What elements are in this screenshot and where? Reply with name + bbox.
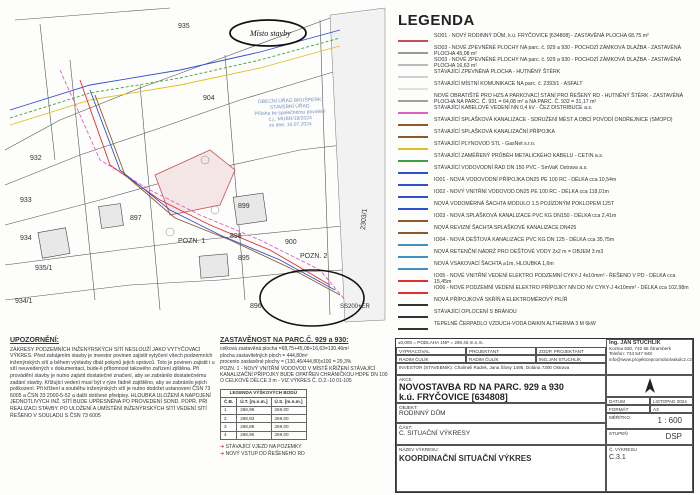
north-arrow-box (606, 375, 693, 397)
coverage-line: POZN. 1 - NOVÝ VNITŘNÍ VODOVOD V MÍSTĚ KŘÍŽENÍ STÁVAJÍCÍ KANALIZAČNÍ PŘÍPOJKY BUDE OPATŘEN CHRÁNIČKOU HDPE DN 100 O CELKOVÉ DÉLCE 3 m - VIZ VÝKRES Č. D.2.-10 01-105 (220, 365, 388, 385)
road-strip (330, 8, 385, 322)
parcel-label: 896 (250, 303, 262, 310)
legend-symbol (398, 131, 428, 138)
legend-item-tc (398, 322, 690, 333)
legend-item-nn (398, 106, 690, 117)
table-title: LEGENDA VÝŠKOVÝCH BODŮ (221, 389, 307, 397)
legend-symbol (398, 155, 428, 162)
legend-symbol (398, 71, 428, 78)
entrance-legend (220, 444, 390, 458)
legend-item-label: SO01 - NOVÝ RODINNÝ DŮM, k.ú. FRYČOVICE [634808] - ZASTAVĚNÁ PLOCHA 68,75 m² (434, 33, 649, 39)
legend-symbol (398, 107, 428, 114)
investor-label: INVESTOR (STAVEBNÍK): (399, 365, 454, 370)
table-header: Ú.S. [m.n.m.] (271, 398, 306, 406)
stamp-line: OBECNÍ ÚŘAD BRUŠPERK (257, 96, 322, 106)
legend-item-label: NOVÁ RETENČNÍ NÁDRŽ PRO DEŠŤOVÉ VODY 2x2 m = OBJEM 3 m3 (434, 249, 604, 255)
stamp-line: Příloha ke společnému povolení (254, 108, 326, 118)
legend-item-label: IO05 - NOVÉ VNITŘNÍ VEDENÍ ELEKTRO PODZEMNÍ CYKY-J 4x10mm² - ŘEŠENO V PD - DÉLKA cca 15,45m (434, 273, 676, 285)
legend-item-io04 (398, 238, 690, 249)
legend-item-label: STÁVAJÍCÍ MÍSTNÍ KOMUNIKACE NA parc. č. 2393/1 - ASFALT (434, 81, 583, 87)
legend-symbol (398, 275, 428, 282)
site-plan-svg (0, 0, 390, 335)
parcel-label: 935 (178, 23, 190, 30)
north-arrow-icon (640, 377, 660, 395)
legend-item-label: SO03 - NOVÉ ZPEVNĚNÉ PLOCHY NA parc. č. 929 a 930 - POCHOZÍ ZÁMKOVÁ DLAŽBA - ZASTAVĚNÁ PLOCHA 16,63 m² (434, 57, 682, 69)
scale-box (606, 413, 693, 429)
scale-value: 1 : 600 (657, 416, 682, 425)
table-row (221, 406, 307, 414)
entrance-new (220, 451, 390, 458)
entrance-existing-label: STÁVAJÍCÍ VJEZD NA POZEMKY (225, 444, 302, 451)
legend-symbol (398, 167, 428, 174)
table-cell: 269,00 (271, 406, 306, 414)
legend-item-label: STÁVAJÍCÍ SPLAŠKOVÁ KANALIZAČNÍ PŘÍPOJKA (434, 129, 555, 135)
legend-item-rs (398, 226, 690, 237)
notes-text: ZÁKRESY PODZEMNÍCH INŽENÝRSKÝCH SÍTÍ NESLOUŽÍ JAKO VYTYČOVACÍ VÝKRES. Před zahájením stavby je investor povinen zajistit vytyčení všech podzemních inženýrských sítí a během výstavby dbát pokynů jejich správců. Toto je povinen zajistit i u sítí neuvedených v dokumentaci, bude-li přítomnost takového zařízení zjištěna. Při provádění stavby je nutno zajistit dostatečné značení, aby se zabránilo dostatečnému zadání stavby. Křižující vedení musí být v rýze řádně zajištěno, aby se zabránilo jejich poškození. Při křížení a souběhu inženýrských sítí je nutno dodržet ustanovení ČSN 73 6005 a ČSN 33 2000-5-52 a další dotčené předpisy. HLOUBKA ULOŽENÍ A NAPOJENÍ JEDNOTLIVÝCH INŽ. SÍTÍ BUDE UPŘESNĚNA PO PROVEDENÍ SOND. POPŘ. PŘI REALIZACI STAVBY. PO ULOŽENÍ A UMÍSTĚNÍ INŽENÝRSKÝCH SÍTÍ VEDENÍ SÍTÍ ŘEŠENO V SOULADU S ČSN 73 6005 (10, 346, 215, 419)
table-cell: 4 (221, 431, 237, 439)
entrance-new-label: NOVÝ VSTUP DO ŘEŠENÉHO RD (225, 451, 305, 458)
legend-item-park (398, 94, 690, 105)
table-cell: 268,93 (237, 415, 271, 423)
role-label: ZODP. PROJEKTANT (536, 347, 606, 355)
legend-item-so03 (398, 46, 690, 57)
legend-item-label: NOVÉ OBRATIŠTĚ PRO HZS A PARKOVACÍ STÁNÍ PRO ŘEŠENÝ RD - HUTNĚNÝ ŠTĚRK - ZASTAVĚNÁ PLOCHA NA PARC. Č. 931 = 64,08 m² a NA PARC. Č. 932 = 31,17 m² (434, 93, 684, 105)
objekt-box (396, 403, 606, 423)
objekt-label: OBJEKT: (399, 405, 418, 410)
role-value: RADIM ČULÍK (466, 355, 536, 363)
table-header: Ú.T. [m.n.m.] (237, 398, 271, 406)
legend-item-io06 (398, 286, 690, 297)
legend-item-label: IO02 - NOVÝ VNITŘNÍ VODOVOD DN25 PE 100 RC - DÉLKA cca 118,01m (434, 189, 609, 195)
drawing-number-value: C.3.1 (609, 454, 626, 462)
akce-box (396, 375, 606, 403)
legend-symbol (398, 203, 428, 210)
stamp-line: ze dne: 10.07.2024 (268, 121, 312, 129)
legend-item-label: STÁVAJÍCÍ ZPEVNĚNÁ PLOCHA - HUTNĚNÝ ŠTĚRK (434, 69, 561, 75)
akce-value: NOVOSTAVBA RD NA PARC. 929 a 930 (399, 382, 564, 393)
legend-symbol (398, 263, 428, 270)
legend-item-label: NOVÁ VODOMĚRNÁ ŠACHTA MODULO 1.5 POJÍZDNÝM POKLOPEM 125T (434, 201, 615, 207)
table-row (221, 423, 307, 431)
stamp-line: STAVEBNÍ ÚŘAD (269, 103, 310, 111)
legend-item-io01 (398, 178, 690, 189)
role-value: ING.JAN STUCHLÍK (536, 355, 606, 363)
stage-box (606, 429, 693, 445)
legend-item-label: IO06 - NOVÉ PODZEMNÍ VEDENÍ ELEKTRO PŘÍPOJKY NN DO NV CYKY-J 4x10mm² - DÉLKA cca 102,98m (434, 285, 689, 291)
datum-value: LISTOPAD 2024 (650, 397, 693, 405)
role-label: PROJEKTANT (466, 347, 536, 355)
vykres-label: NÁZEV VÝKRESU: (399, 447, 439, 452)
legend-title: LEGENDA (398, 12, 475, 29)
legend-symbol (398, 239, 428, 246)
company-box (606, 339, 693, 375)
cast-value: C. SITUAČNÍ VÝKRESY (399, 430, 471, 438)
legend-item-label: NOVÁ VSAKOVACÍ ŠACHTA ⌀1m, HLOUBKA 1,6m (434, 261, 554, 267)
parcel-label: 899 (238, 203, 250, 210)
company-email: info@www.projektcepcomobolvakolcz.cz (609, 356, 692, 362)
legend-item-io02 (398, 190, 690, 201)
vykres-value: KOORDINAČNÍ SITUAČNÍ VÝKRES (399, 454, 532, 464)
legend-item-kabel (398, 154, 690, 165)
drawing-number-box (606, 445, 693, 492)
table-row (221, 431, 307, 439)
legend-item-label: SO03 - NOVÉ ZPEVNĚNÉ PLOCHY NA parc. č. 929 a 930 - POCHOZÍ ZÁMKOVÁ DLAŽBA - ZASTAVĚNÁ PLOCHA 45,08 m² (434, 45, 682, 57)
scale-label: MĚŘÍTKO (609, 415, 630, 420)
table-cell: 1 (221, 406, 237, 414)
table-cell: 3 (221, 423, 237, 431)
legend-item-so03b (398, 58, 690, 69)
legend-item-io05 (398, 274, 690, 285)
parcel-label: 933 (20, 197, 32, 204)
legend-symbol (398, 191, 428, 198)
format-label: FORMÁT (606, 405, 650, 413)
parcel-label: 898 (230, 233, 242, 240)
legend-symbol (398, 35, 428, 42)
coverage-section (220, 338, 390, 493)
legend-symbol (398, 299, 428, 306)
road-label: 2303/1 (360, 208, 369, 231)
table-cell: 269,00 (271, 431, 306, 439)
cast-label: ČÁST: (399, 425, 413, 430)
legend-item-plyn (398, 142, 690, 153)
legend-panel (392, 8, 692, 343)
legend-symbol (398, 323, 428, 330)
coverage-line: plocha zastavitelných ploch = 444,80m² (220, 352, 308, 359)
legend-item-spl (398, 118, 690, 129)
table-cell: 268,96 (237, 431, 271, 439)
parcel-label: 934/1 (15, 298, 33, 305)
legend-item-vod (398, 166, 690, 177)
company-name: Ing. JAN STUCHLÍK (609, 340, 661, 346)
new-house-plot (155, 150, 235, 215)
company-address: Kozina 530, 742 66 Štramberk (609, 346, 672, 352)
drawing-number-label: Č. VÝKRESU (609, 447, 637, 452)
cast-box (396, 423, 606, 445)
legend-item-label: STÁVAJÍCÍ OPLOCENÍ S BRÁNOU (434, 309, 517, 315)
note-label-pozn2: POZN. 2 (300, 253, 328, 260)
parcel-label: 904 (203, 95, 215, 102)
parcel-label: 935/1 (35, 265, 53, 272)
legend-symbol (398, 287, 428, 294)
investor-value: Chalmeli Radek, Jana Šlosy 1495, Dolána 7300 Ostrava (454, 365, 570, 370)
legend-item-label: IO03 - NOVÁ SPLAŠKOVÁ KANALIZACE PVC KG DN150 - DÉLKA cca 2,41m (434, 213, 617, 219)
arrow-icon: ➜ (220, 451, 226, 458)
legend-item-vsach (398, 262, 690, 273)
site-location-label: Místo stavby (250, 29, 291, 38)
legend-symbol (398, 119, 428, 126)
parcel-label: 897 (130, 215, 142, 222)
legend-item-vs (398, 202, 690, 213)
table-cell: 2 (221, 415, 237, 423)
legend-item-label: IO01 - NOVÁ VODOVODNÍ PŘÍPOJKA DN25 PE 100 RC - DÉLKA cca 10,54m (434, 177, 617, 183)
legend-item-zpevn (398, 70, 690, 81)
ku-value: k.ú. FRYČOVICE [634808] (399, 392, 508, 403)
legend-symbol (398, 251, 428, 258)
legend-item-label: STÁVAJÍCÍ ZAMĚŘENÝ PRŮBĚH METALICKÉHO KABELU - CETIN a.s. (434, 153, 604, 159)
vykres-box (396, 445, 606, 492)
coverage-line: procento zastavěné plochy = (130,46/444,80)x100 = 29,3% (220, 359, 352, 366)
table-cell: 269,00 (271, 415, 306, 423)
legend-symbol (398, 179, 428, 186)
datum-level: ±0,000 = PODLAHA 1NP = 269,45 m.n.m. (398, 340, 484, 345)
parcel-label: 900 (285, 239, 297, 246)
company-phone: Telefon: 734 547 948 (609, 351, 652, 357)
table-cell: 268,98 (237, 406, 271, 414)
objekt-value: RODINNÝ DŮM (399, 410, 446, 418)
legend-symbol (398, 227, 428, 234)
legend-item-pripojka (398, 130, 690, 141)
title-block (395, 338, 694, 493)
legend-symbol (398, 47, 428, 54)
height-points-table (220, 389, 307, 440)
legend-symbol (398, 95, 428, 102)
table-cell: 269,00 (271, 423, 306, 431)
legend-item-label: STÁVAJÍCÍ PLYNOVOD STL - GasNet s.r.o. (434, 141, 536, 147)
datum-label: DATUM (606, 397, 650, 405)
investor-box (396, 363, 606, 375)
format-value: A3 (650, 405, 693, 413)
site-plan-map (0, 0, 390, 335)
legend-item-label: IO04 - NOVÁ DEŠŤOVÁ KANALIZACE PVC KG DN 125 - DÉLKA cca 35,75m (434, 237, 615, 243)
stage-label: STUPEŇ (609, 431, 628, 436)
coverage-title: ZASTAVĚNOST NA PARC.Č. 929 a 930: (220, 337, 349, 344)
legend-item-brana (398, 310, 690, 321)
stamp-line: č.j.: MUBR/18/2024 (268, 115, 312, 123)
legend-item-so01 (398, 34, 690, 45)
table-header: Č.B. (221, 398, 237, 406)
legend-symbol (398, 83, 428, 90)
role-label: VYPRACOVAL (396, 347, 466, 355)
stage-value: DSP (665, 432, 682, 441)
table-cell: 268,88 (237, 423, 271, 431)
legend-item-label: NOVÁ PŘÍPOJKOVÁ SKŘÍŇ A ELEKTROMĚROVÝ PILÍŘ (434, 297, 568, 303)
parcel-label: 932 (30, 155, 42, 162)
legend-item-label: TEPELNÉ ČERPADLO VZDUCH-VODA DAIKIN ALTHERMA 3 M 6kW (434, 321, 596, 327)
parcel-label: 895 (238, 255, 250, 262)
legend-item-label: STÁVAJÍCÍ SPLAŠKOVÁ KANALIZACE - SDRUŽENÍ MĚST A OBCÍ POVODÍ ONDŘEJNICE (SMOPO) (434, 117, 673, 123)
legend-symbol (398, 59, 428, 66)
legend-item-label: STÁVAJÍCÍ VODOVODNÍ ŘAD DN 150 PVC - SmVaK Ostrava a.s. (434, 165, 588, 171)
warning-notes (10, 338, 215, 493)
legend-symbol (398, 143, 428, 150)
authority-stamp (235, 96, 346, 130)
connection-point-label: SS200+ER (340, 304, 370, 310)
legend-item-ret (398, 250, 690, 261)
coverage-line: celková zastavěná plocha =68,75+45,08+16,63=130,46m² (220, 346, 349, 353)
legend-item-kom (398, 82, 690, 93)
legend-item-label: STÁVAJÍCÍ KABELOVÉ VEDENÍ NN 0,4 kV - ČEZ DISTRIBUCE a.s. (434, 105, 593, 111)
role-value: RADIM ČULÍK (396, 355, 466, 363)
akce-label: AKCE: (399, 377, 413, 382)
arrow-icon: ➜ (220, 444, 226, 451)
legend-item-skrin (398, 298, 690, 309)
note-label-pozn1: POZN. 1 (178, 238, 206, 245)
legend-item-label: NOVÁ REVIZNÍ ŠACHTA SPLAŠKOVÉ KANALIZACE DN425 (434, 225, 577, 231)
legend-item-io03 (398, 214, 690, 225)
table-row (221, 415, 307, 423)
parcel-label: 934 (20, 235, 32, 242)
legend-symbol (398, 311, 428, 318)
notes-title: UPOZORNĚNÍ: (10, 337, 59, 344)
legend-symbol (398, 215, 428, 222)
